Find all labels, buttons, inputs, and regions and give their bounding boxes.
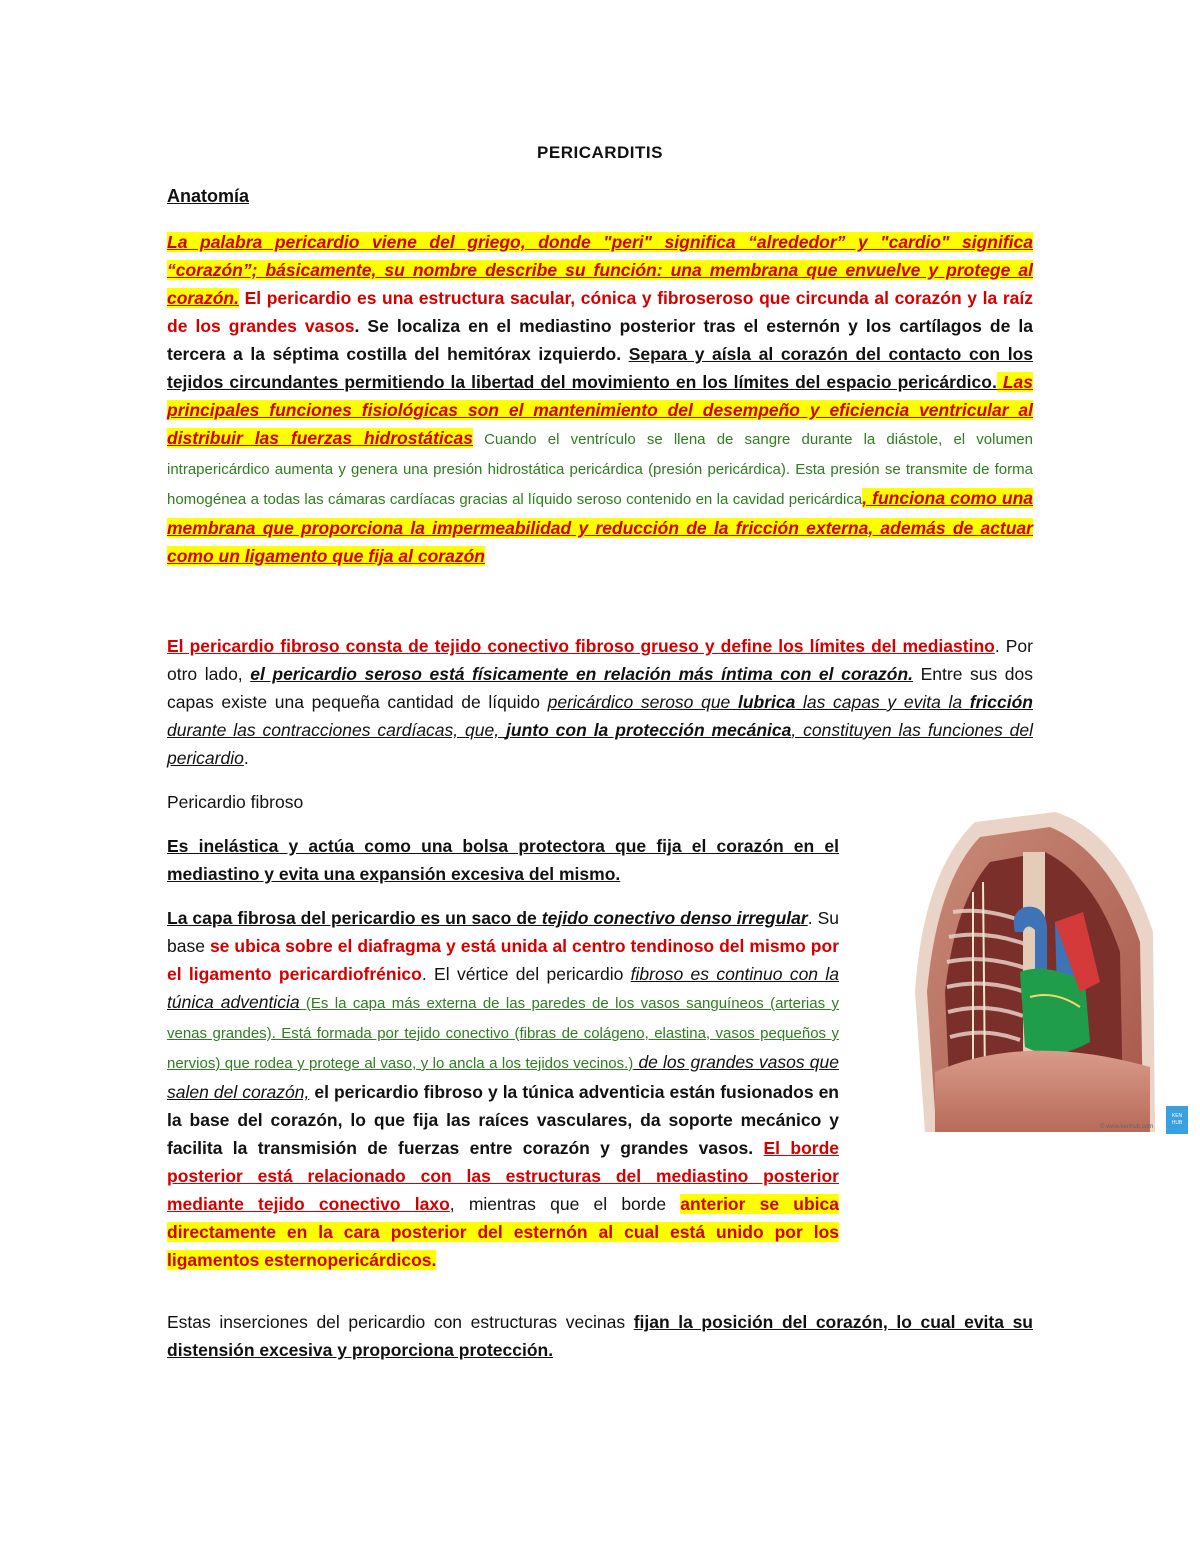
text-grandes-vasos: de los grandes vasos que salen del corazón, (167, 1052, 839, 1102)
text-lubrica: lubrica (737, 692, 796, 712)
text-fusionados: el pericardio fibroso y la túnica adventicia están fusionados en la base del corazón, lo que fija las raíces vasculares, da soporte mecánico y facilita la transmisión de fuerzas entre corazón y grandes vasos. (167, 1082, 839, 1158)
text-etymology: La palabra pericardio viene del griego, donde "peri" significa “alrededor” y "cardio" significa “corazón”; básicamente, su nombre describe su función: una membrana que envuelve y protege al corazón. (167, 232, 1033, 308)
text-adventicia-note: (Es la capa más externa de las paredes de los vasos sanguíneos (arterias y venas grandes). Está formada por tejido conectivo (fibras de colágeno, elastina, vasos pequeños y nervios) que rodea y protege al vaso, y lo ancla a los tejidos vecinos.) (167, 995, 839, 1072)
text-borde-anterior: anterior se ubica directamente en la cara posterior del esternón al cual está unido por los ligamentos esternopericárdicos. (167, 1194, 839, 1270)
text-evita: las capas y evita la (795, 692, 970, 712)
paragraph-inelastica: Es inelástica y actúa como una bolsa protectora que fija el corazón en el mediastino y evita una expansión excesiva del mismo. (167, 836, 839, 884)
text-adventicia: fibroso es continuo con la túnica adventicia (167, 964, 839, 1012)
text-separation: Separa y aísla al corazón del contacto con los tejidos circundantes permitiendo la libertad del movimiento en los límites del espacio pericárdico. (167, 344, 1034, 392)
text-inserciones: Estas inserciones del pericardio con estructuras vecinas (167, 1312, 634, 1332)
subheading-pericardio-fibroso: Pericardio fibroso (167, 792, 304, 812)
paragraph-capa-fibrosa (167, 904, 839, 1274)
text-functions: Las principales funciones fisiológicas son el mantenimiento del desempeño y eficiencia ventricular al distribuir las fuerzas hidrostáticas (167, 372, 1033, 448)
text-proteccion: junto con la protección mecánica (506, 720, 792, 740)
thorax-anatomy-illustration (905, 812, 1160, 1132)
text-period: . (243, 748, 249, 768)
text-mientras: , mientras que el borde (449, 1194, 681, 1214)
text-capa-fibrosa: La capa fibrosa del pericardio es un saco de (167, 908, 542, 928)
paragraph-fibroso-seroso (167, 632, 1033, 772)
text-diafragma: se ubica sobre el diafragma y está unida al centro tendinoso del mismo por el ligamento pericardiofrénico (167, 936, 840, 984)
text-membrane-function: , funciona como una membrana que proporciona la impermeabilidad y reducción de la fricción externa, además de actuar como un ligamento que fija al corazón (167, 488, 1033, 566)
text-location: . Se localiza en el mediastino posterior tras el esternón y los cartílagos de la tercera a la séptima costilla del hemitórax izquierdo. (167, 316, 1033, 364)
text-fijan: fijan la posición del corazón, lo cual evita su distensión excesiva y proporciona protección. (167, 1312, 1033, 1360)
paragraph-intro (167, 228, 1033, 570)
text-tejido-denso: tejido conectivo denso irregular (541, 908, 808, 928)
text-connector: . Por otro lado, (167, 636, 1033, 684)
text-borde-posterior: El borde posterior está relacionado con las estructuras del mediastino posterior mediante tejido conectivo laxo (167, 1138, 839, 1214)
text-liquido: pericárdico seroso que (547, 692, 738, 712)
text-friccion: fricción (969, 692, 1033, 712)
svg-text:© www.kenhub.com: © www.kenhub.com (1100, 1124, 1154, 1130)
text-capas: Entre sus dos capas existe una pequeña cantidad de líquido (167, 664, 1033, 712)
text-contracciones: durante las contracciones cardíacas, que, (167, 720, 507, 740)
text-funciones: , constituyen las funciones del pericardio (167, 720, 1033, 768)
text-fibroso: El pericardio fibroso consta de tejido conectivo fibroso grueso y define los límites del mediastino (167, 636, 995, 656)
text-seroso: el pericardio seroso está físicamente en relación más íntima con el corazón. (250, 664, 914, 684)
document-title: PERICARDITIS (537, 143, 663, 162)
text-diastole-note: Cuando el ventrículo se llena de sangre durante la diástole, el volumen intrapericárdico aumenta y genera una presión hidrostática pericárdica (presión pericárdica). Esta presión se transmite de forma homogénea a todas las cámaras cardíacas gracias al líquido seroso contenido en la cavidad pericárdica (167, 431, 1033, 508)
paragraph-inserciones (167, 1308, 1033, 1364)
text-vertice: . El vértice del pericardio (421, 964, 631, 984)
text-su-base: . Su base (167, 908, 839, 956)
section-heading-anatomia: Anatomía (167, 186, 250, 206)
kenhub-logo: KEN HUB (1166, 1106, 1188, 1134)
text-definition: El pericardio es una estructura sacular, cónica y fibroseroso que circunda al corazón y la raíz de los grandes vasos (167, 288, 1033, 336)
